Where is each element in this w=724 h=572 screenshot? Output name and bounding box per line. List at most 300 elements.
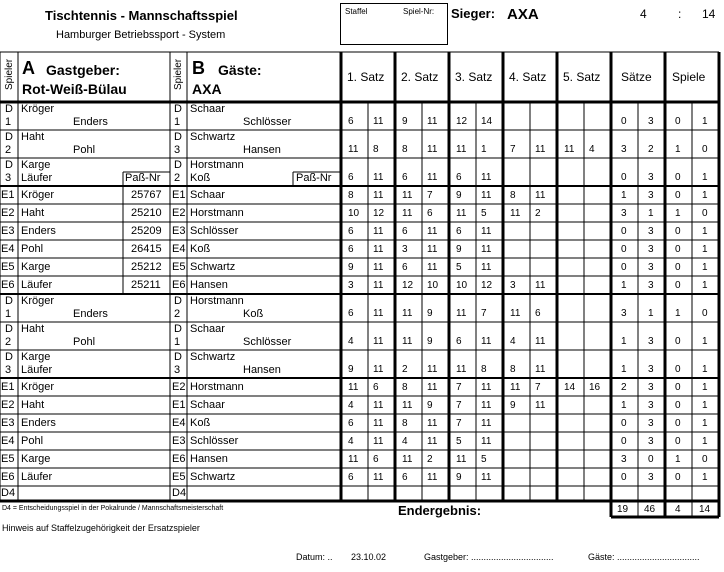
spiele-away: 1 [702,400,708,411]
set-score-away: 6 [535,308,541,319]
set-score-away: 1 [481,144,487,155]
sieger-value: AXA [507,6,539,23]
set-score-home: 10 [348,208,360,219]
set-score-home: 6 [402,472,408,483]
pass-number: 25212 [131,261,162,273]
set-score-home: 6 [348,244,354,255]
spiele-home: 0 [675,400,681,411]
away-player-2: Schlösser [243,336,292,348]
home-player-1: Kröger [21,295,55,307]
away-player: Schwartz [190,261,236,273]
away-doubles-pos-number: 2 [174,172,181,184]
home-player: Haht [21,207,45,219]
set-score-home: 6 [402,226,408,237]
home-player-2: Pohl [73,144,96,156]
home-player: Pohl [21,435,44,447]
set-score-home: 6 [348,172,354,183]
home-player: Kröger [21,189,55,201]
set-score-away: 11 [481,418,492,429]
away-singles-pos: E2 [172,207,186,219]
saetze-home: 1 [621,364,627,375]
set-score-away: 11 [427,436,438,447]
away-singles-pos: E6 [172,453,186,465]
set-score-home: 11 [402,190,413,201]
set-score-away: 11 [373,418,384,429]
satz-header-5: 5. Satz [563,70,601,84]
set-score-home: 6 [456,226,462,237]
spiele-away: 1 [702,280,708,291]
home-player-2: Enders [73,308,108,320]
spiele-home: 0 [675,382,681,393]
home-player-1: Haht [21,131,45,143]
score-separator: : [678,7,682,21]
set-score-away: 11 [481,336,492,347]
set-score-home: 6 [456,336,462,347]
spielnr-label: Spiel-Nr: [403,7,435,16]
away-doubles-pos-number: 2 [174,308,181,320]
set-score-away: 9 [427,336,433,347]
pass-number: 25210 [131,207,162,219]
total-spiele-home: 4 [675,504,681,515]
spiele-home: 0 [675,418,681,429]
set-score-home: 12 [402,280,414,291]
set-score-away: 11 [481,262,492,273]
pass-number: 25209 [131,225,162,237]
saetze-home: 0 [621,116,627,127]
total-spiele-away: 14 [699,504,711,515]
doubles-pos-number: 3 [5,364,12,376]
set-score-away: 11 [427,472,438,483]
away-player-1: Horstmann [190,159,244,171]
away-singles-pos: E4 [172,417,186,429]
spiele-away: 1 [702,336,708,347]
away-doubles-pos-number: 3 [174,364,181,376]
set-score-home: 4 [402,436,408,447]
set-score-away: 11 [373,244,384,255]
set-score-home: 7 [456,382,462,393]
saetze-home: 3 [621,208,627,219]
set-score-away: 9 [427,400,433,411]
spiele-away: 1 [702,262,708,273]
set-score-home: 11 [348,382,359,393]
spiele-away: 0 [702,454,708,465]
away-team: AXA [192,81,222,97]
set-score-away: 11 [535,144,546,155]
spiele-home: 1 [675,208,681,219]
saetze-away: 3 [648,472,654,483]
set-score-away: 12 [373,208,385,219]
d4-note: D4 = Entscheidungsspiel in der Pokalrunde / Mannschaftsmeisterschaft [2,505,224,512]
away-player: Koß [190,417,211,429]
doubles-pos-number: 3 [5,172,12,184]
score-home: 4 [640,7,647,21]
spieler-label-home: Spieler [4,58,15,90]
saetze-away: 1 [648,208,654,219]
set-score-away: 11 [373,400,384,411]
substitute-hint: Hinweis auf Staffelzugehörigkeit der Ersatzspieler [2,523,200,533]
singles-pos: E1 [1,189,15,201]
gaeste-signature: Gäste: ................................. [588,552,700,562]
home-player-2: Pohl [73,336,96,348]
gastgeber-signature: Gastgeber: ................................. [424,552,554,562]
set-score-away: 2 [427,454,433,465]
set-score-home: 4 [348,436,354,447]
saetze-away: 3 [648,172,654,183]
set-score-home: 3 [510,280,516,291]
set-score-away: 11 [427,116,438,127]
away-doubles-pos-letter: D [174,131,182,143]
away-player-2: Hansen [243,364,281,376]
set-score-away: 11 [535,280,546,291]
satz-header-3: 3. Satz [455,70,493,84]
set-score-away: 10 [427,280,439,291]
set-score-away: 11 [481,226,492,237]
set-score-away: 11 [373,364,384,375]
doubles-pos-letter: D [5,131,13,143]
set-score-home: 8 [348,190,354,201]
set-score-home: 7 [456,400,462,411]
spiele-home: 0 [675,244,681,255]
away-singles-pos: E3 [172,225,186,237]
set-score-away: 11 [373,262,384,273]
singles-pos: E4 [1,435,15,447]
saetze-away: 3 [648,244,654,255]
doubles-pos-letter: D [5,323,13,335]
set-score-away: 12 [481,280,493,291]
doubles-pos-letter: D [5,103,13,115]
spiele-away: 1 [702,226,708,237]
away-doubles-pos-letter: D [174,323,182,335]
spiele-home: 1 [675,454,681,465]
spiele-away: 1 [702,364,708,375]
set-score-away: 6 [427,208,433,219]
spiele-home: 0 [675,116,681,127]
spiele-home: 0 [675,262,681,273]
set-score-away: 14 [481,116,493,127]
pass-nr-header-away: Paß-Nr [296,172,332,184]
pass-nr-header-home: Paß-Nr [125,172,161,184]
home-player-2: Enders [73,116,108,128]
set-score-away: 11 [373,336,384,347]
pass-number: 26415 [131,243,162,255]
set-score-home: 14 [564,382,576,393]
set-score-home: 6 [348,116,354,127]
spiele-away: 1 [702,190,708,201]
saetze-away: 3 [648,116,654,127]
total-saetze-home: 19 [617,504,629,515]
spiele-home: 0 [675,190,681,201]
away-singles-pos: E5 [172,261,186,273]
saetze-away: 3 [648,280,654,291]
away-singles-pos: E4 [172,243,186,255]
set-score-home: 11 [510,308,521,319]
saetze-away: 3 [648,400,654,411]
away-singles-pos: E1 [172,399,186,411]
set-score-away: 11 [427,364,438,375]
set-score-away: 11 [481,436,492,447]
form-title: Tischtennis - Mannschaftsspiel [45,8,238,23]
set-score-away: 11 [481,400,492,411]
set-score-home: 12 [456,116,468,127]
satz-header-2: 2. Satz [401,70,439,84]
set-score-home: 5 [456,262,462,273]
form-subtitle: Hamburger Betriebssport - System [56,29,226,41]
away-doubles-pos-number: 3 [174,144,181,156]
sieger-label: Sieger: [451,6,496,21]
saetze-away: 3 [648,418,654,429]
doubles-pos-number: 1 [5,308,12,320]
set-score-home: 11 [456,364,467,375]
set-score-away: 11 [427,144,438,155]
pass-number: 25767 [131,189,162,201]
set-score-away: 11 [535,400,546,411]
home-player: Kröger [21,381,55,393]
saetze-home: 1 [621,336,627,347]
away-player-2: Hansen [243,144,281,156]
saetze-home: 0 [621,244,627,255]
spiele-away: 0 [702,208,708,219]
doubles-pos-letter: D [5,295,13,307]
set-score-home: 11 [456,144,467,155]
singles-pos: E3 [1,417,15,429]
set-score-home: 10 [456,280,468,291]
home-team: Rot-Weiß-Bülau [22,81,127,97]
away-player: Horstmann [190,381,244,393]
home-player: Haht [21,399,45,411]
score-away: 14 [702,7,716,21]
set-score-home: 6 [402,172,408,183]
spiele-home: 0 [675,280,681,291]
set-score-away: 11 [427,172,438,183]
set-score-home: 3 [402,244,408,255]
set-score-home: 11 [456,308,467,319]
set-score-home: 11 [510,382,521,393]
set-score-away: 11 [373,172,384,183]
spiele-away: 1 [702,244,708,255]
saetze-away: 3 [648,226,654,237]
set-score-home: 11 [402,308,413,319]
saetze-home: 0 [621,226,627,237]
spiele-away: 1 [702,116,708,127]
set-score-home: 8 [510,190,516,201]
saetze-away: 3 [648,262,654,273]
set-score-away: 8 [481,364,487,375]
away-singles-pos: E2 [172,381,186,393]
set-score-away: 11 [481,190,492,201]
set-score-home: 5 [456,436,462,447]
set-score-away: 2 [535,208,541,219]
set-score-home: 11 [348,144,359,155]
set-score-away: 11 [535,190,546,201]
set-score-home: 4 [510,336,516,347]
set-score-away: 9 [427,308,433,319]
set-score-home: 6 [348,418,354,429]
doubles-pos-number: 2 [5,336,12,348]
set-score-away: 8 [373,144,379,155]
set-score-away: 4 [589,144,595,155]
set-score-home: 11 [402,208,413,219]
home-player-2: Läufer [21,364,53,376]
singles-pos: E6 [1,471,15,483]
set-score-away: 11 [535,336,546,347]
away-doubles-pos-number: 1 [174,336,181,348]
datum-value: 23.10.02 [351,552,387,562]
spiele-home: 0 [675,472,681,483]
set-score-home: 11 [564,144,575,155]
away-player: Hansen [190,279,228,291]
saetze-home: 0 [621,418,627,429]
set-score-away: 11 [373,226,384,237]
set-score-home: 11 [402,400,413,411]
set-score-home: 9 [510,400,516,411]
set-score-home: 7 [510,144,516,155]
spiele-away: 1 [702,382,708,393]
set-score-away: 6 [373,382,379,393]
home-player-2: Läufer [21,172,53,184]
saetze-away: 0 [648,454,654,465]
set-score-away: 5 [481,208,487,219]
set-score-away: 11 [427,418,438,429]
away-doubles-pos-letter: D [174,295,182,307]
set-score-home: 6 [456,172,462,183]
set-score-home: 6 [348,226,354,237]
set-score-home: 8 [402,382,408,393]
saetze-away: 3 [648,364,654,375]
saetze-away: 1 [648,308,654,319]
away-player-1: Horstmann [190,295,244,307]
away-player-2: Koß [243,308,264,320]
spiele-header: Spiele [672,70,706,84]
singles-pos: E6 [1,279,15,291]
set-score-home: 11 [348,454,359,465]
set-score-away: 11 [373,436,384,447]
spiele-away: 1 [702,418,708,429]
set-score-away: 11 [481,172,492,183]
saetze-home: 3 [621,454,627,465]
saetze-home: 3 [621,308,627,319]
away-singles-pos: E5 [172,471,186,483]
spiele-home: 0 [675,226,681,237]
set-score-away: 7 [481,308,487,319]
satz-header-1: 1. Satz [347,70,385,84]
spiele-away: 1 [702,436,708,447]
spiele-home: 0 [675,336,681,347]
set-score-away: 6 [373,454,379,465]
home-player: Karge [21,261,51,273]
set-score-away: 11 [481,382,492,393]
saetze-away: 2 [648,144,654,155]
saetze-home: 0 [621,472,627,483]
spiele-away: 0 [702,308,708,319]
pass-number: 25211 [131,279,161,291]
total-saetze-away: 46 [644,504,656,515]
saetze-away: 3 [648,382,654,393]
away-label: Gäste: [218,62,262,78]
away-player: Schwartz [190,471,236,483]
home-player: Enders [21,225,56,237]
doubles-pos-number: 1 [5,116,12,128]
home-player-1: Karge [21,351,51,363]
away-singles-pos: E1 [172,189,186,201]
set-score-away: 11 [427,244,438,255]
away-player: Horstmann [190,207,244,219]
set-score-home: 9 [348,262,354,273]
spiele-home: 1 [675,144,681,155]
set-score-home: 6 [348,472,354,483]
home-letter: A [22,58,35,78]
set-score-away: 11 [373,190,384,201]
doubles-pos-letter: D [5,351,13,363]
singles-pos: E1 [1,381,15,393]
away-player: Koß [190,243,211,255]
saetze-home: 0 [621,436,627,447]
singles-pos: E4 [1,243,15,255]
set-score-home: 6 [348,308,354,319]
singles-pos: E5 [1,261,15,273]
spiele-home: 0 [675,172,681,183]
datum-label: Datum: .. [296,552,333,562]
away-singles-pos: E3 [172,435,186,447]
set-score-home: 7 [456,418,462,429]
singles-pos: E3 [1,225,15,237]
set-score-home: 4 [348,336,354,347]
saetze-header: Sätze [621,70,652,84]
saetze-away: 3 [648,336,654,347]
away-player-1: Schwartz [190,131,236,143]
spiele-away: 1 [702,472,708,483]
set-score-away: 11 [373,472,384,483]
set-score-home: 8 [402,418,408,429]
spiele-home: 1 [675,308,681,319]
spiele-home: 0 [675,436,681,447]
set-score-home: 8 [510,364,516,375]
set-score-home: 11 [456,454,467,465]
away-doubles-pos-letter: D [174,351,182,363]
saetze-home: 1 [621,190,627,201]
saetze-away: 3 [648,190,654,201]
away-letter: B [192,58,205,78]
set-score-home: 9 [402,116,408,127]
away-player: Schaar [190,189,225,201]
away-singles-pos: E6 [172,279,186,291]
saetze-away: 3 [648,436,654,447]
set-score-home: 3 [348,280,354,291]
home-player: Karge [21,453,51,465]
set-score-home: 11 [402,454,413,465]
home-player: Pohl [21,243,44,255]
set-score-home: 9 [456,472,462,483]
home-label: Gastgeber: [46,62,120,78]
home-player: Läufer [21,471,53,483]
spiele-away: 1 [702,172,708,183]
home-player-1: Haht [21,323,45,335]
away-doubles-pos-number: 1 [174,116,181,128]
away-player-1: Schwartz [190,351,236,363]
saetze-home: 0 [621,262,627,273]
set-score-home: 9 [456,190,462,201]
away-player: Hansen [190,453,228,465]
singles-pos: E2 [1,207,15,219]
set-score-home: 11 [402,336,413,347]
away-player-2: Schlösser [243,116,292,128]
home-player: Enders [21,417,56,429]
doubles-pos-letter: D [5,159,13,171]
home-player-1: Karge [21,159,51,171]
set-score-away: 11 [535,364,546,375]
away-player-1: Schaar [190,323,225,335]
spiele-away: 0 [702,144,708,155]
set-score-away: 11 [481,472,492,483]
